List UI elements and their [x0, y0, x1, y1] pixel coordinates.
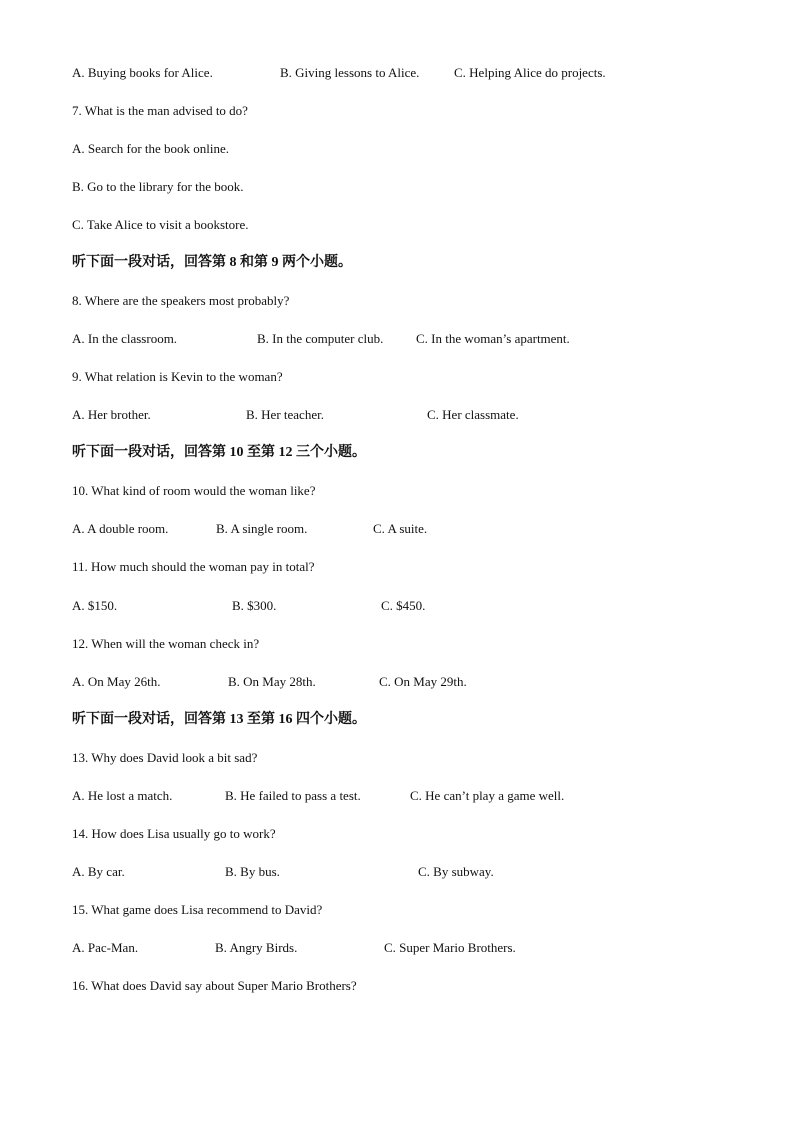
q10-option-a: A. A double room.: [72, 521, 169, 536]
section-heading-13-16: 听下面一段对话，回答第 13 至第 16 四个小题。: [72, 712, 366, 727]
q14-question: 14. How does Lisa usually go to work?: [72, 826, 276, 841]
q12-options-row: [72, 674, 772, 690]
q8-option-b: B. In the computer club.: [257, 331, 384, 346]
q8-option-c: C. In the woman’s apartment.: [416, 331, 570, 346]
q6-option-b: B. Giving lessons to Alice.: [280, 65, 420, 80]
section-heading-10-12: 听下面一段对话，回答第 10 至第 12 三个小题。: [72, 445, 366, 460]
q7-option-a: A. Search for the book online.: [72, 141, 230, 156]
q11-options-row: [72, 598, 772, 614]
q13-option-b: B. He failed to pass a test.: [225, 788, 361, 803]
q14-option-c: C. By subway.: [418, 864, 494, 879]
q8-question: 8. Where are the speakers most probably?: [72, 293, 290, 308]
q9-option-b: B. Her teacher.: [246, 407, 324, 422]
q9-question: 9. What relation is Kevin to the woman?: [72, 369, 283, 384]
q10-question: 10. What kind of room would the woman like?: [72, 483, 316, 498]
q6-options-row: [72, 65, 772, 81]
q14-option-b: B. By bus.: [225, 864, 280, 879]
q12-option-c: C. On May 29th.: [379, 674, 467, 689]
q11-option-b: B. $300.: [232, 598, 277, 613]
q7-question: 7. What is the man advised to do?: [72, 103, 248, 118]
q9-options-row: [72, 407, 772, 423]
q9-option-c: C. Her classmate.: [427, 407, 519, 422]
q6-option-a: A. Buying books for Alice.: [72, 65, 213, 80]
q7-option-c: C. Take Alice to visit a bookstore.: [72, 217, 249, 232]
q11-option-c: C. $450.: [381, 598, 426, 613]
q15-option-b: B. Angry Birds.: [215, 940, 298, 955]
q13-option-a: A. He lost a match.: [72, 788, 173, 803]
q16-question: 16. What does David say about Super Mario Brothers?: [72, 978, 357, 993]
q12-question: 12. When will the woman check in?: [72, 636, 260, 651]
q14-options-row: [72, 864, 772, 880]
q12-option-b: B. On May 28th.: [228, 674, 316, 689]
q7-option-b: B. Go to the library for the book.: [72, 179, 244, 194]
q10-option-c: C. A suite.: [373, 521, 428, 536]
q9-option-a: A. Her brother.: [72, 407, 151, 422]
q14-option-a: A. By car.: [72, 864, 125, 879]
q13-question: 13. Why does David look a bit sad?: [72, 750, 258, 765]
q6-option-c: C. Helping Alice do projects.: [454, 65, 606, 80]
q8-options-row: [72, 331, 772, 347]
q13-option-c: C. He can’t play a game well.: [410, 788, 565, 803]
section-heading-8-9: 听下面一段对话，回答第 8 和第 9 两个小题。: [72, 255, 352, 270]
q10-option-b: B. A single room.: [216, 521, 308, 536]
q10-options-row: [72, 521, 772, 537]
q15-question: 15. What game does Lisa recommend to David?: [72, 902, 323, 917]
q15-option-c: C. Super Mario Brothers.: [384, 940, 516, 955]
q15-options-row: [72, 940, 772, 956]
q8-option-a: A. In the classroom.: [72, 331, 178, 346]
q11-question: 11. How much should the woman pay in total?: [72, 559, 315, 574]
q12-option-a: A. On May 26th.: [72, 674, 161, 689]
q13-options-row: [72, 788, 772, 804]
q11-option-a: A. $150.: [72, 598, 118, 613]
q15-option-a: A. Pac-Man.: [72, 940, 139, 955]
